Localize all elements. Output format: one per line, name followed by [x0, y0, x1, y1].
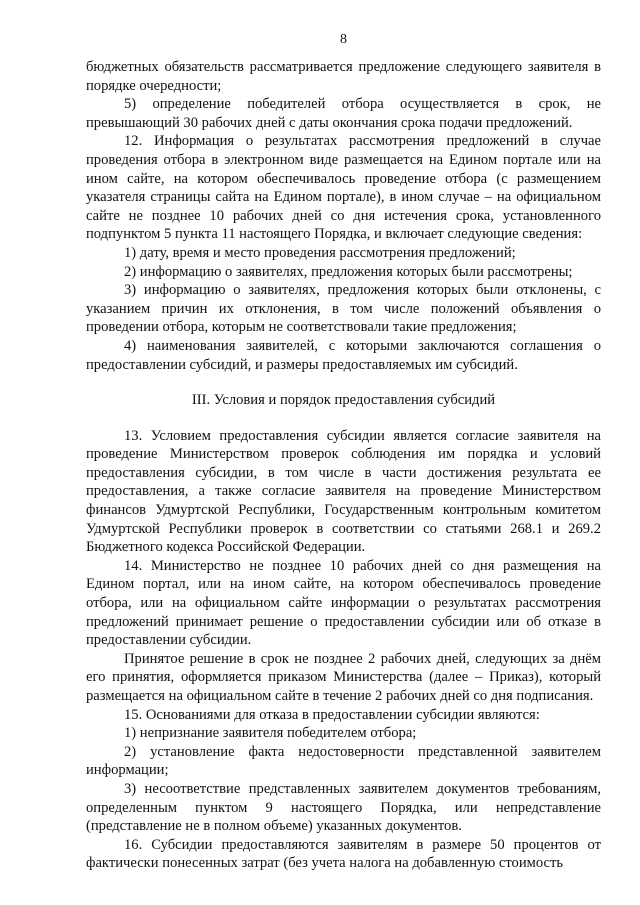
paragraph-refusal-1: 1) непризнание заявителя победителем отбора; — [124, 725, 417, 742]
paragraph-decision: Принятое решение в срок не позднее 2 рабочих дней, следующих за днём его принятия, оформляется приказом Министерства (далее – Приказ), который размещается на официальном сайте в течение 2 рабочих дней со дня подписания. — [86, 650, 601, 704]
paragraph-clause-16: 16. Субсидии предоставляются заявителям в размере 50 процентов от фактически понесенных затрат (без учета налога на добавленную стоимость — [86, 836, 601, 872]
paragraph-subitem-4: 4) наименования заявителей, с которыми заключаются соглашения о предоставлении субсидий, и размеры предоставляемых им субсидий. — [86, 337, 601, 373]
paragraph-clause-12: 12. Информация о результатах рассмотрения предложений в случае проведения отбора в электронном виде размещается на Едином портале или на ином сайте, на котором обеспечивалось проведение отбора (с размещением указателя страницы сайта на Едином портале), в ином случае – на официальном сайте не позднее 10 рабочих дней со дня истечения срока, установленного подпунктом 5 пункта 11 настоящего Порядка, и включает следующие сведения: — [86, 133, 601, 243]
paragraph-subitem-3: 3) информацию о заявителях, предложения которых были отклонены, с указанием причин их отклонения, в том числе положений объявления о проведении отбора, которым не соответствовали такие предложения; — [86, 282, 601, 336]
document-page — [86, 0, 601, 905]
document-body — [86, 58, 601, 873]
paragraph-item-5: 5) определение победителей отбора осуществляется в срок, не превышающий 30 рабочих дней с даты окончания срока подачи предложений. — [86, 96, 601, 131]
paragraph-refusal-3: 3) несоответствие представленных заявителем документов требованиям, определенным пунктом 9 настоящего Порядка, или непредставление (представление не в полном объеме) указанных документов. — [86, 780, 601, 835]
paragraph-continuation: бюджетных обязательств рассматривается предложение следующего заявителя в порядке очередности; — [86, 59, 601, 94]
paragraph-subitem-2: 2) информацию о заявителях, предложения которых были рассмотрены; — [124, 263, 573, 280]
paragraph-subitem-1: 1) дату, время и место проведения рассмотрения предложений; — [124, 244, 516, 261]
page-number: 8 — [340, 32, 347, 47]
section-heading: III. Условия и порядок предоставления субсидий — [191, 392, 496, 409]
paragraph-clause-15: 15. Основаниями для отказа в предоставлении субсидии являются: — [124, 706, 540, 723]
paragraph-clause-13: 13. Условием предоставления субсидии является согласие заявителя на проведение Министерством проверок соблюдения им порядка и условий предоставления субсидии, в том числе в части достижения результата ее предоставления, а также согласие заявителя на проведение Министерством финансов Удмуртской Республики, Государственным контрольным комитетом Удмуртской Республики проверок в соответствии со статьями 268.1 и 269.2 Бюджетного кодекса Российской Федерации. — [86, 427, 601, 556]
paragraph-clause-14: 14. Министерство не позднее 10 рабочих дней со дня размещения на Едином портал, или на ином сайте, на котором обеспечивалось проведение отбора, или на официальном сайте информации о результатах рассмотрения предложений принимает решение о предоставлении субсидии или об отказе в предоставлении субсидии. — [86, 557, 601, 649]
paragraph-refusal-2: 2) установление факта недостоверности представленной заявителем информации; — [86, 743, 601, 779]
